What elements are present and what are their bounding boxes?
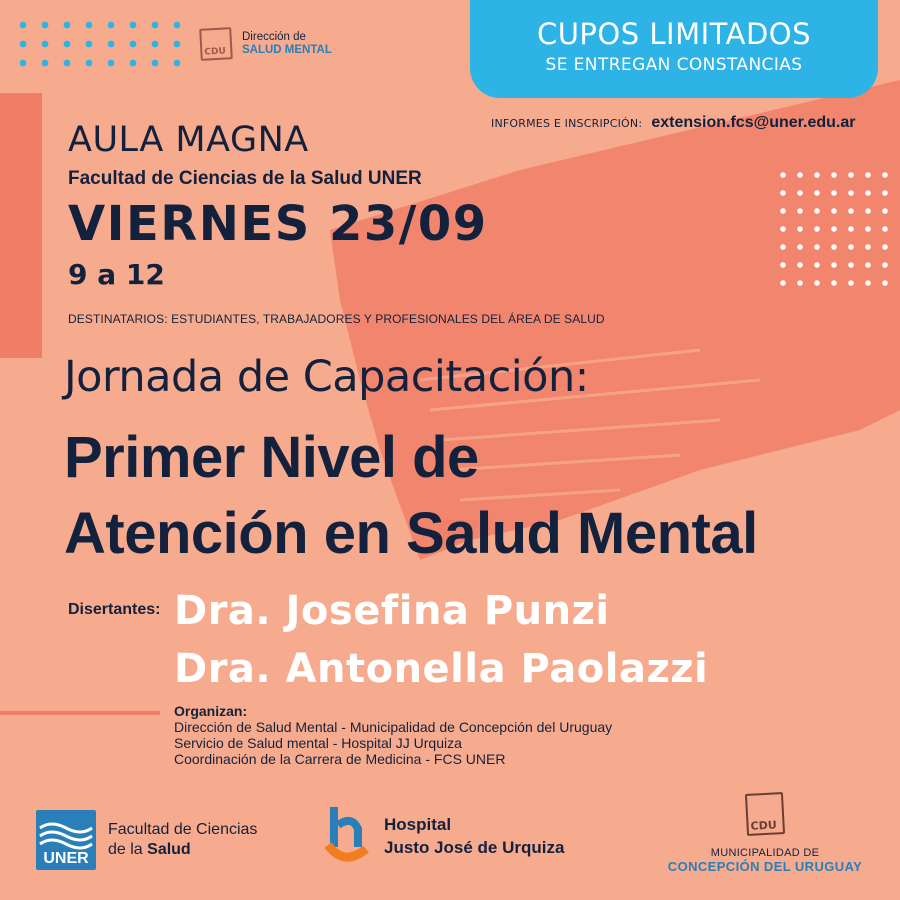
banner-line2: SE ENTREGAN CONSTANCIAS bbox=[545, 55, 803, 75]
cupos-banner bbox=[470, 0, 878, 98]
speaker-name: Dra. Antonella Paolazzi bbox=[174, 646, 709, 692]
divider-line bbox=[0, 711, 160, 715]
speaker-name: Dra. Josefina Punzi bbox=[174, 588, 610, 634]
muni-cdu-icon bbox=[745, 792, 785, 836]
organizers-block bbox=[174, 703, 612, 767]
banner-line1: CUPOS LIMITADOS bbox=[536, 17, 812, 51]
muni-line1: MUNICIPALIDAD DE bbox=[710, 847, 820, 859]
municipalidad-logo bbox=[650, 793, 880, 874]
contact-email: extension.fcs@uner.edu.ar bbox=[651, 114, 856, 131]
logo-top-line1: Dirección de bbox=[242, 30, 306, 43]
logo-top-line2: SALUD MENTAL bbox=[242, 44, 332, 56]
uner-line2-b: Salud bbox=[147, 841, 191, 858]
faculty-name: Facultad de Ciencias de la Salud UNER bbox=[68, 168, 422, 189]
organizer-line: Dirección de Salud Mental - Municipalidad de Concepción del Uruguay bbox=[174, 719, 613, 735]
dot-grid-right bbox=[778, 170, 900, 295]
hospital-line1: Hospital bbox=[384, 815, 452, 834]
event-time: 9 a 12 bbox=[68, 258, 165, 291]
contact-label: INFORMES E INSCRIPCIÓN: bbox=[491, 117, 643, 130]
muni-line2: CONCEPCIÓN DEL URUGUAY bbox=[667, 859, 863, 874]
contact-info bbox=[491, 112, 855, 132]
uner-mark: UNER bbox=[43, 850, 89, 867]
organizer-line: Coordinación de la Carrera de Medicina - FCS UNER bbox=[174, 751, 506, 767]
speakers-label: Disertantes: bbox=[68, 601, 161, 618]
cdu-logo-icon bbox=[199, 27, 233, 61]
cdu-mark-text: CDU bbox=[204, 46, 227, 58]
hospital-line2: Justo José de Urquiza bbox=[384, 838, 565, 857]
uner-logo-icon bbox=[36, 810, 96, 870]
left-accent-bar bbox=[0, 93, 42, 358]
event-date: VIERNES 23/09 bbox=[68, 196, 488, 252]
title-bold-line2: Atención en Salud Mental bbox=[64, 501, 758, 566]
muni-cdu-text: CDU bbox=[750, 818, 778, 833]
waves-icon bbox=[36, 814, 96, 854]
organizer-line: Servicio de Salud mental - Hospital JJ Urquiza bbox=[174, 735, 462, 751]
organizers-label: Organizan: bbox=[174, 703, 248, 719]
audience-text: DESTINATARIOS: ESTUDIANTES, TRABAJADORES Y PROFESIONALES DEL ÁREA DE SALUD bbox=[68, 312, 605, 326]
dot-grid-top-left bbox=[18, 20, 188, 75]
salud-mental-logo bbox=[200, 28, 332, 60]
hospital-logo-icon bbox=[322, 805, 378, 867]
uner-line2-a: de la bbox=[108, 841, 148, 858]
uner-line1: Facultad de Ciencias bbox=[108, 821, 258, 838]
venue-title: AULA MAGNA bbox=[68, 120, 309, 160]
title-light: Jornada de Capacitación: bbox=[64, 352, 589, 402]
uner-logo bbox=[36, 810, 257, 870]
hospital-logo bbox=[322, 805, 564, 867]
title-bold-line1: Primer Nivel de bbox=[64, 425, 479, 490]
